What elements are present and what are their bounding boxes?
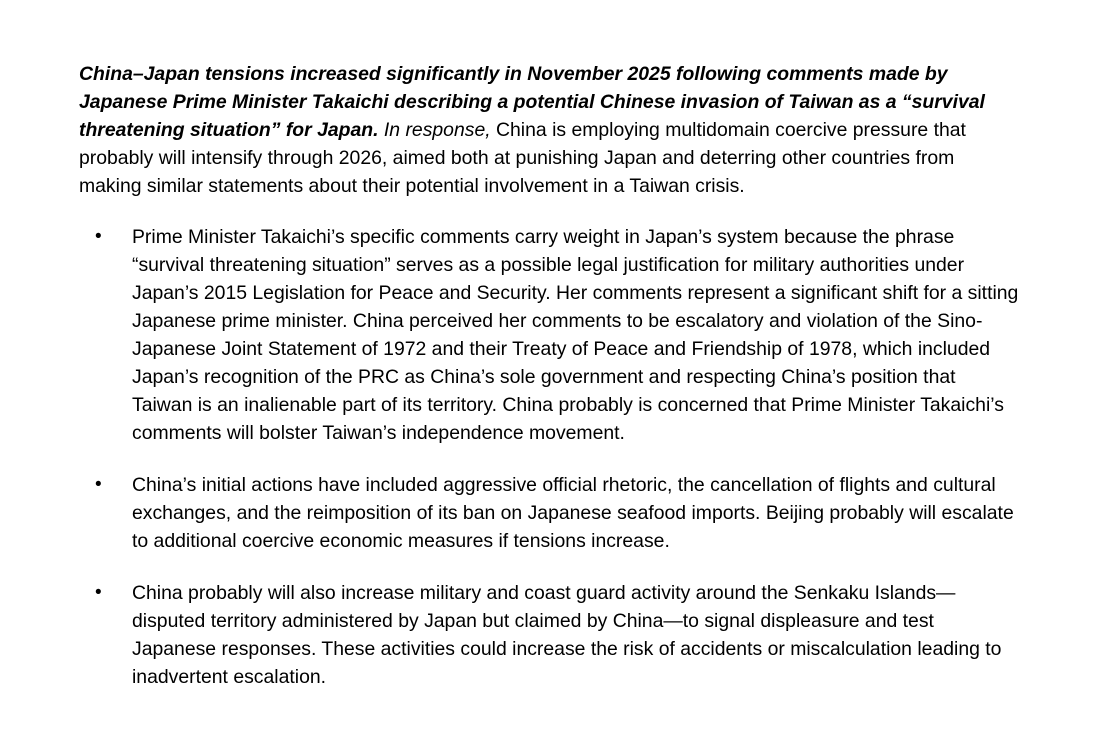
- bullet-icon: •: [95, 474, 102, 495]
- bullet-text: Prime Minister Takaichi’s specific comments carry weight in Japan’s system because the phrase “survival threatening situation” serves as a possible legal justification for military authorities under Japan’s 2015 Legislation for Peace and Security. Her comments represent a significant shift for a sitting Japanese prime minister. China perceived her comments to be escalatory and violation of the Sino-Japanese Joint Statement of 1972 and their Treaty of Peace and Friendship of 1978, which included Japan’s recognition of the PRC as China’s sole government and respecting China’s position that Taiwan is an inalienable part of its territory. China probably is concerned that Prime Minister Takaichi’s comments will bolster Taiwan’s independence movement.: [132, 226, 1019, 444]
- lead-paragraph: [79, 60, 1019, 200]
- bullet-item-initial-actions: [79, 471, 1019, 555]
- bullet-icon: •: [95, 582, 102, 603]
- document-page: [79, 60, 1019, 715]
- bullet-list: [79, 223, 1019, 691]
- lead-body: China is employing multidomain coercive pressure that probably will intensify through 2026, aimed both at punishing Japan and deterring other countries from making similar statements about their potential involvement in a Taiwan crisis.: [79, 119, 966, 197]
- bullet-item-takaichi-comments: [79, 223, 1019, 447]
- lead-key-judgment: China–Japan tensions increased significantly in November 2025 following comments made by Japanese Prime Minister Takaichi describing a potential Chinese invasion of Taiwan as a “survival threatening situation” for Japan.: [79, 63, 985, 141]
- bullet-text: China probably will also increase military and coast guard activity around the Senkaku Islands—disputed territory administered by Japan but claimed by China—to signal displeasure and test Japanese responses. These activities could increase the risk of accidents or miscalculation leading to inadvertent escalation.: [132, 582, 1002, 688]
- lead-transition: In response,: [383, 119, 491, 141]
- bullet-text: China’s initial actions have included aggressive official rhetoric, the cancellation of flights and cultural exchanges, and the reimposition of its ban on Japanese seafood imports. Beijing probably will escalate to additional coercive economic measures if tensions increase.: [132, 474, 1014, 552]
- bullet-item-senkaku-activity: [79, 579, 1019, 691]
- bullet-icon: •: [95, 226, 102, 247]
